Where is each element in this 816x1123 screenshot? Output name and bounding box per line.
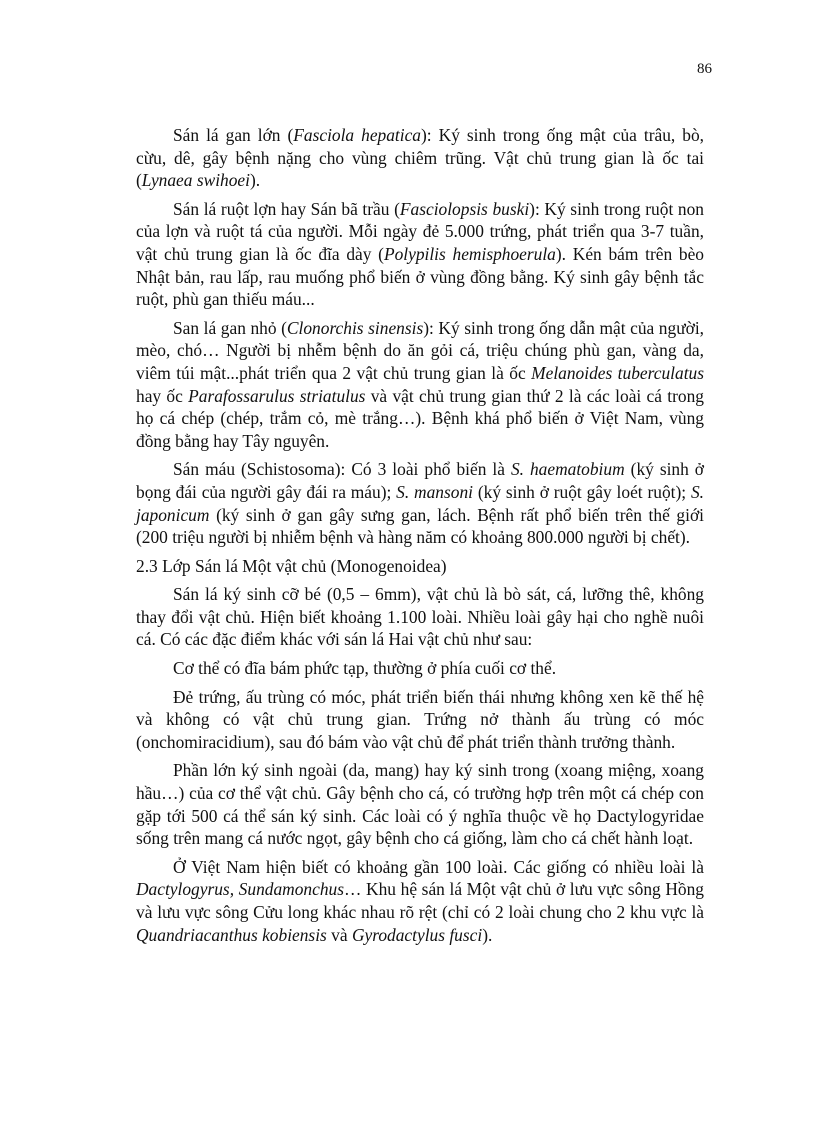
italic-term: Clonorchis sinensis (286, 317, 424, 338)
italic-term: Parafossarulus striatulus (188, 385, 366, 406)
italic-term: Polypilis hemisphoerula (383, 243, 556, 264)
italic-term: Melanoides tuberculatus (531, 362, 704, 383)
text-run: (ký sinh ở ruột gây loét ruột); (473, 481, 691, 502)
paragraph-fasciola-hepatica (136, 124, 704, 192)
italic-term: S. japonicum (136, 481, 704, 525)
text-run: Sán máu (Schistosoma): Có 3 loài phổ biến là (173, 459, 511, 480)
text-run: ): Ký sinh trong ruột non của lợn và ruột tá của người. Mỗi ngày đẻ 5.000 trứng, phát triển qua 3-7 tuần, vật chủ trung gian là ốc đĩa dày ( (136, 198, 704, 264)
text-run: và vật chủ trung gian thứ 2 là các loài cá trong họ cá chép (chép, trắm cỏ, mè trắng…). Bệnh khá phổ biến ở Việt Nam, vùng đồng bằng hay Tây nguyên. (136, 385, 704, 451)
paragraph-schistosoma (136, 458, 704, 548)
text-run: 2.3 Lớp Sán lá Một vật chủ (Monogenoidea) (136, 555, 447, 576)
italic-term: S. mansoni (396, 481, 473, 502)
italic-term: Gyrodactylus fusci (351, 924, 483, 945)
text-run: ). Kén bám trên bèo Nhật bản, rau lấp, rau muống phổ biến ở vùng đồng bằng. Ký sinh gây bệnh tắc ruột, phù gan thiếu máu... (136, 243, 705, 310)
text-run: hay ốc (136, 385, 189, 406)
text-run: (ký sinh ở bọng đái của người gây đái ra máu); (136, 459, 704, 502)
text-run: Đẻ trứng, ấu trùng có móc, phát triển biến thái nhưng không xen kẽ thế hệ và không có vật chủ trung gian. Trứng nở thành ấu trùng có móc (onchomiracidium), sau đó bám vào vật chủ để phát triển thành trưởng thành. (136, 686, 704, 752)
paragraph-clonorchis-sinensis (136, 317, 704, 453)
paragraph-attachment-disc (136, 657, 704, 680)
text-run: ): Ký sinh trong ống mật của trâu, bò, cừu, dê, gây bệnh nặng cho vùng chiêm trũng. Vật chủ trung gian là ốc tai ( (136, 125, 705, 191)
text-run: Phần lớn ký sinh ngoài (da, mang) hay ký sinh trong (xoang miệng, xoang hầu…) của cơ thể vật chủ. Gây bệnh cho cá, có trường hợp trên một cá chép con gặp tới 500 cá thể sán ký sinh. Các loài có ý nghĩa thuộc về họ Dactylogyridae sống trên mang cá nước ngọt, gây bệnh cho cá giống, làm cho cá chết hành loạt. (136, 760, 704, 849)
paragraph-vietnam-species (136, 856, 704, 946)
text-run: Sán lá ký sinh cỡ bé (0,5 – 6mm), vật chủ là bò sát, cá, lưỡng thê, không thay đổi vật chủ. Hiện biết khoảng 1.100 loài. Nhiều loài gây hại cho nghề nuôi cá. Có các đặc điểm khác với sán lá Hai vật chủ như sau: (136, 584, 704, 650)
page-body (136, 124, 704, 952)
text-run: San lá gan nhỏ ( (173, 317, 287, 338)
italic-term: Lynaea swihoei (141, 170, 250, 191)
paragraph-monogenoidea-intro (136, 583, 704, 651)
paragraph-parasitism (136, 759, 704, 849)
italic-term: Quandriacanthus kobiensis (136, 924, 327, 945)
text-run: ): Ký sinh trong ống dẫn mật của người, mèo, chó… Người bị nhễm bệnh do ăn gỏi cá, triệu chúng phù gan, vàng da, viêm túi mật...phát triển qua 2 vật chủ trung gian là ốc (136, 317, 704, 383)
text-run: ). (482, 924, 493, 945)
text-run: và (326, 924, 352, 945)
text-run: Ở Việt Nam hiện biết có khoảng gần 100 loài. Các giống có nhiều loài là (173, 856, 704, 877)
paragraph-fasciolopsis-buski (136, 198, 704, 311)
text-run: Sán lá ruột lợn hay Sán bã trầu ( (173, 198, 400, 219)
italic-term: Dactylogyrus, Sundamonchus (136, 879, 344, 900)
italic-term: Fasciola hepatica (293, 125, 422, 145)
text-run: Cơ thể có đĩa bám phức tạp, thường ở phía cuối cơ thể. (173, 658, 557, 679)
italic-term: Fasciolopsis buski (399, 198, 530, 219)
text-run: … Khu hệ sán lá Một vật chủ ở lưu vực sông Hồng và lưu vực sông Cửu long khác nhau rõ rệt (chỉ có 2 loài chung cho 2 khu vực là (136, 879, 704, 922)
text-run: ). (249, 170, 261, 191)
text-run: Sán lá gan lớn ( (173, 125, 294, 145)
page-number: 86 (697, 61, 712, 77)
italic-term: S. haematobium (510, 459, 625, 480)
section-heading-monogenoidea (136, 555, 704, 578)
text-run: (ký sinh ở gan gây sưng gan, lách. Bệnh rất phổ biến trên thế giới (200 triệu người bị nhiễm bệnh và hàng năm có khoảng 800.000 người bị chết). (136, 504, 704, 548)
paragraph-development (136, 686, 704, 754)
